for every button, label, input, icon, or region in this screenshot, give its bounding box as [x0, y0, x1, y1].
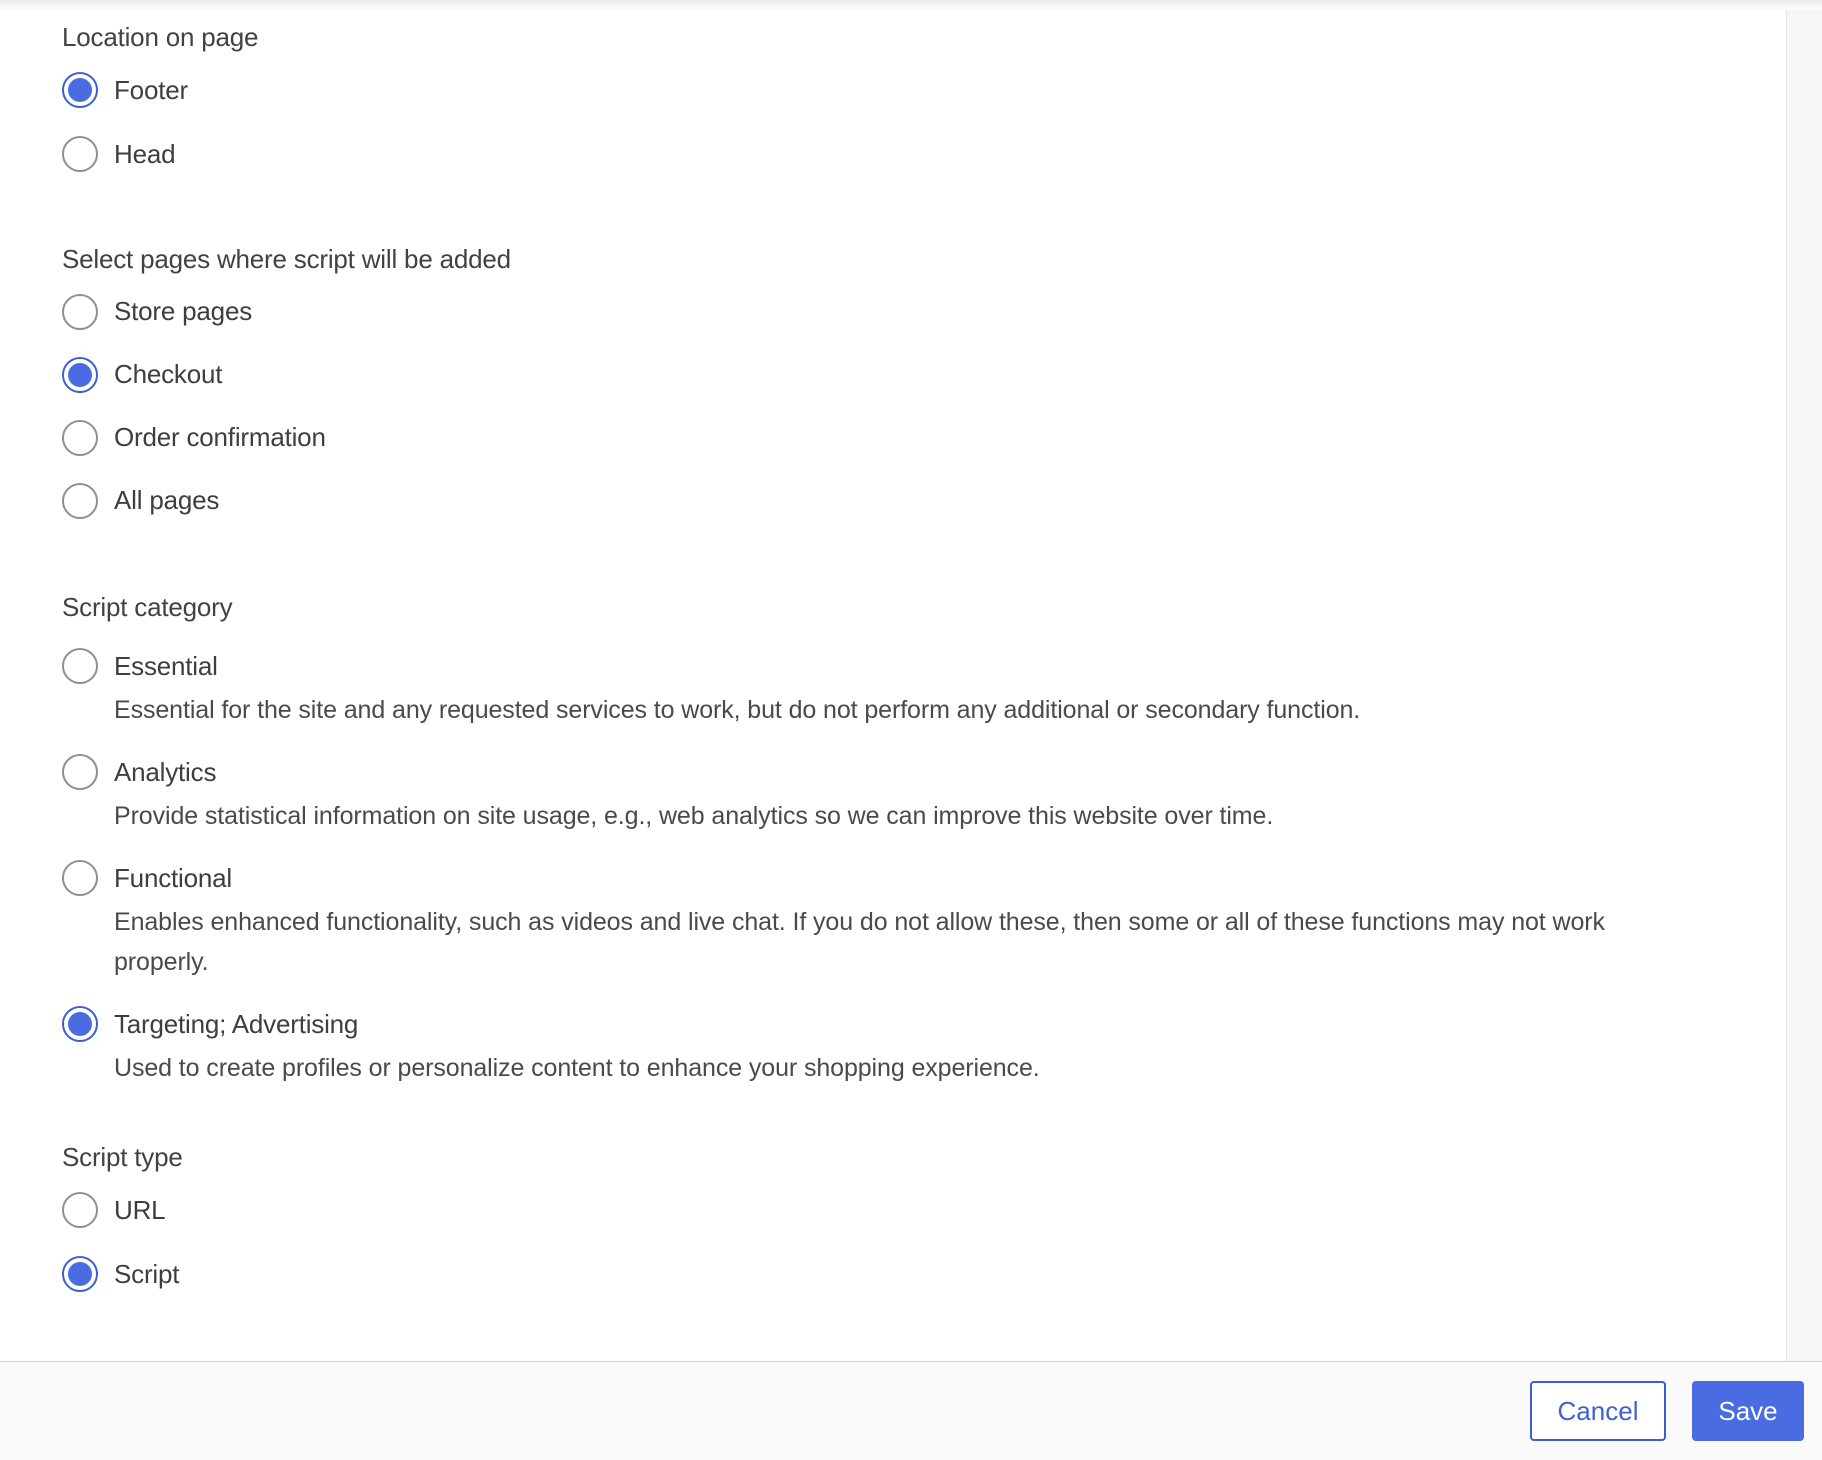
save-button[interactable]: Save [1692, 1381, 1804, 1441]
radio-option-label: URL [114, 1194, 166, 1225]
group-location-on-page [62, 20, 1742, 186]
radio-option-label: Script [114, 1258, 180, 1289]
radio-option-url[interactable] [62, 1178, 1742, 1242]
group-script-category [62, 590, 1742, 1088]
radio-option-checkout[interactable] [62, 343, 1742, 406]
radio-option-footer[interactable] [62, 58, 1742, 122]
category-description: Essential for the site and any requested services to work, but do not perform any additional or secondary function. [114, 696, 1361, 724]
radio-option-essential[interactable] [62, 644, 1742, 688]
group-label-script-category: Script category [62, 592, 233, 622]
radio-button-icon[interactable] [62, 1192, 98, 1228]
radio-button-icon[interactable] [62, 136, 98, 172]
category-item-essential [62, 644, 1742, 730]
radio-option-label: Head [114, 138, 176, 169]
radio-button-icon[interactable] [62, 294, 98, 330]
footer-action-bar [0, 1361, 1822, 1460]
radio-option-label: Store pages [114, 296, 253, 326]
radio-button-icon[interactable] [62, 483, 98, 519]
radio-option-targeting-advertising[interactable] [62, 1002, 1742, 1046]
radio-option-analytics[interactable] [62, 750, 1742, 794]
radio-option-label: Order confirmation [114, 422, 326, 452]
radio-option-all-pages[interactable] [62, 469, 1742, 532]
radio-button-icon[interactable] [62, 1256, 98, 1292]
radio-option-script[interactable] [62, 1242, 1742, 1306]
radio-option-label: Functional [114, 862, 232, 893]
radio-option-label: Analytics [114, 756, 217, 787]
radio-option-label: Essential [114, 650, 218, 681]
category-description: Used to create profiles or personalize content to enhance your shopping experience. [114, 1054, 1040, 1082]
category-item-analytics [62, 750, 1742, 836]
group-label-script-type: Script type [62, 1142, 183, 1172]
radio-button-icon[interactable] [62, 357, 98, 393]
radio-button-icon[interactable] [62, 754, 98, 790]
category-item-functional [62, 856, 1742, 982]
category-description: Provide statistical information on site usage, e.g., web analytics so we can improve this website over time. [114, 802, 1274, 830]
scrollbar-track[interactable] [1786, 0, 1822, 1361]
category-item-targeting-advertising [62, 1002, 1742, 1088]
group-label-select-pages: Select pages where script will be added [62, 244, 511, 274]
group-label-location-on-page: Location on page [62, 22, 259, 52]
radio-option-head[interactable] [62, 122, 1742, 186]
radio-button-icon[interactable] [62, 72, 98, 108]
radio-button-icon[interactable] [62, 420, 98, 456]
category-description: Enables enhanced functionality, such as videos and live chat. If you do not allow these, then some or all of these functions may not work properly. [114, 908, 1605, 976]
group-select-pages [62, 242, 1742, 532]
radio-button-icon[interactable] [62, 1006, 98, 1042]
radio-button-icon[interactable] [62, 648, 98, 684]
radio-option-label: Footer [114, 74, 188, 105]
radio-option-label: Checkout [114, 359, 223, 389]
radio-option-order-confirmation[interactable] [62, 406, 1742, 469]
top-scroll-shadow [0, 0, 1822, 10]
cancel-button[interactable]: Cancel [1530, 1381, 1666, 1441]
radio-option-label: Targeting; Advertising [114, 1008, 359, 1039]
radio-option-functional[interactable] [62, 856, 1742, 900]
group-script-type [62, 1140, 1742, 1306]
radio-option-store-pages[interactable] [62, 280, 1742, 343]
radio-button-icon[interactable] [62, 860, 98, 896]
radio-option-label: All pages [114, 485, 220, 515]
